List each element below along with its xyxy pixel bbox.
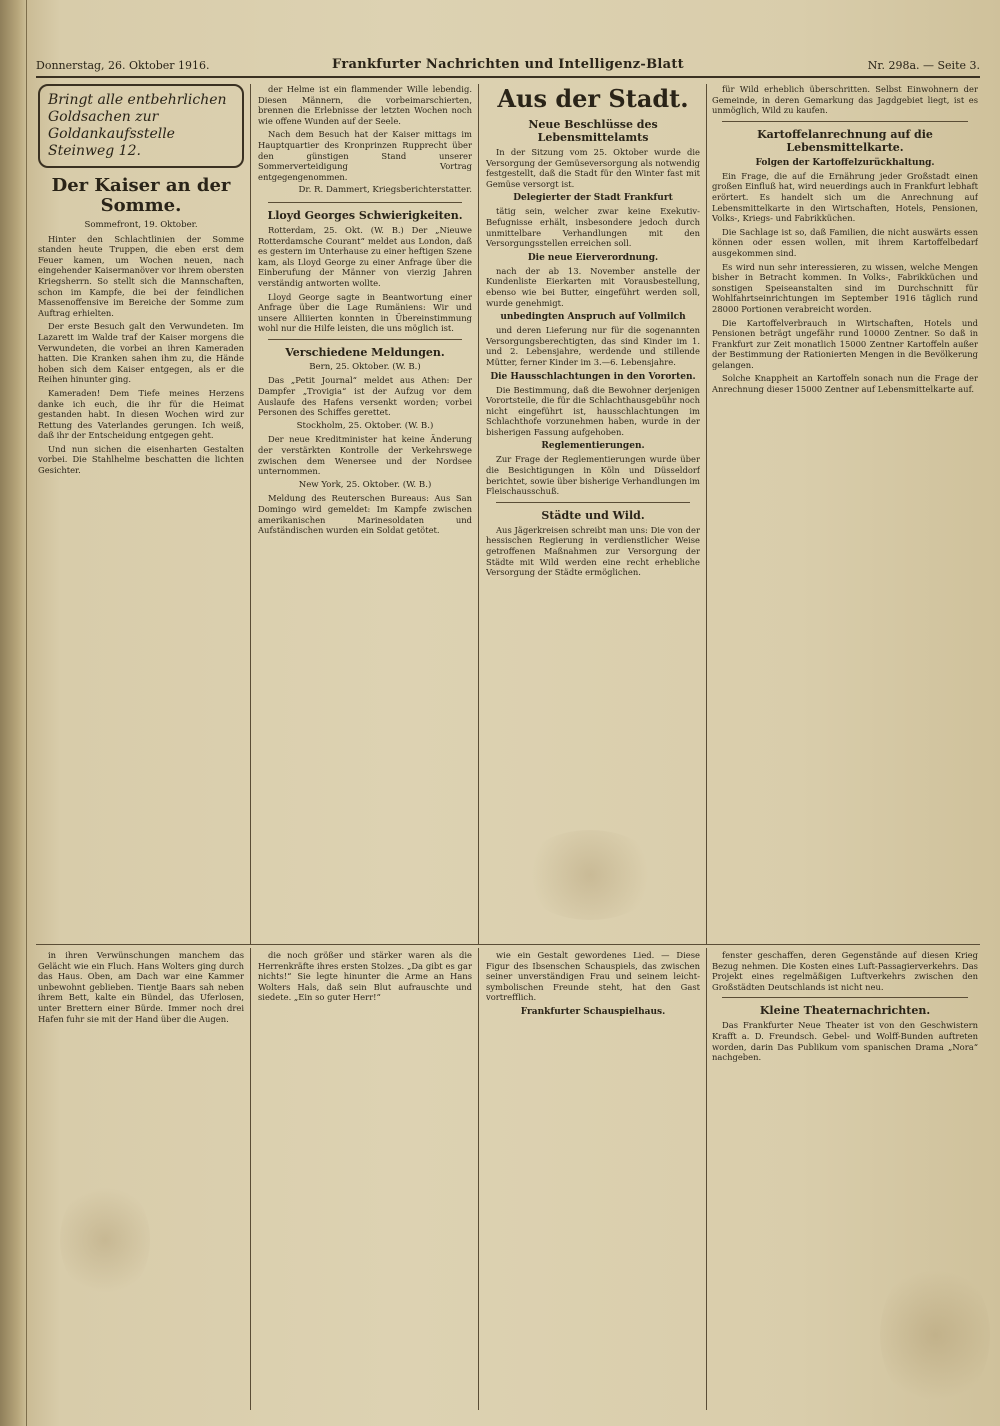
subheading: Reglementierungen.	[541, 441, 645, 452]
feuilleton-column-2	[258, 950, 472, 1410]
article-paragraph: Kameraden! Dem Tiefe meines Herzens danke ich euch, die ihr für die Heimat gestanden habt. In diesen Wochen wird zur Rettung des Vaterlandes gerungen. Ich weiß, daß ihr der Entscheidung entgegen geht.	[38, 387, 244, 441]
dateline: Sommefront, 19. Oktober.	[84, 220, 198, 230]
article-paragraph: Das Frankfurter Neue Theater ist von den Geschwistern Krafft a. D. Freundsch. Gebel- und Wolff-Bunden auftreten worden, darin Das Publikum vom spanischen Drama „Nora“ nachgeben.	[712, 1020, 978, 1063]
column-kaiser	[38, 84, 244, 940]
column-potatoes	[712, 84, 978, 940]
article-title-kartoffel: Kartoffelanrechnung auf die Lebensmittelkarte.	[757, 127, 933, 154]
article-title-kaiser: Der Kaiser an der Somme.	[51, 175, 231, 216]
column-rule	[250, 84, 251, 944]
article-subtitle: Neue Beschlüsse des Lebensmittelamts	[528, 118, 658, 144]
article-paragraph: Die Kartoffelverbrauch in Wirtschaften, Hotels und Pensionen beträgt ungefähr rund 10000 Zentner. So daß in Frankfurt zur Zeit monatlich 15000 Zentner Kartoffeln außer der Bestimmung der Rationierten Mengen in die Bevölkerung gelangen.	[712, 317, 978, 370]
article-paragraph: Zur Frage der Reglementierungen wurde über die Besichtigungen in Köln und Düsseldorf berichtet, sowie über bisherige Verhandlungen im Fleischausschuß.	[486, 454, 700, 497]
column-rule	[478, 948, 479, 1410]
column-politics	[258, 84, 472, 940]
dateline: Stockholm, 25. Oktober. (W. B.)	[296, 420, 434, 431]
theater-news-column	[712, 950, 978, 1410]
column-rule	[706, 948, 707, 1410]
article-title-theater: Kleine Theaternachrichten.	[759, 1004, 931, 1018]
dateline: Bern, 25. Oktober. (W. B.)	[309, 361, 421, 372]
article-paragraph: Das „Petit Journal“ meldet aus Athen: Der Dampfer „Trovigia“ ist der Aufzug vor dem Auslaufe des Hafens versenkt worden; vorbei Personen des Schiffes gerettet.	[258, 375, 472, 418]
article-paragraph: Der neue Kreditminister hat keine Änderung der verstärkten Kontrolle der Verkehrswege zwischen dem Wenersee und der Nordsee unternommen.	[258, 434, 472, 477]
article-title-wild: Städte und Wild.	[541, 508, 645, 522]
subheading: Die neue Eierverordnung.	[527, 252, 659, 263]
divider	[722, 121, 968, 122]
adjacent-page-fragment	[2, 60, 24, 1400]
column-city	[486, 84, 700, 940]
article-paragraph: In der Sitzung vom 25. Oktober wurde die Versorgung der Gemüseversorgung als notwendig festgestellt, daß die Stadt für den Winter fast mit Gemüse versorgt ist.	[486, 147, 700, 189]
feuilleton-column-1	[38, 950, 244, 1410]
subheading: Die Hausschlachtungen in den Vororten.	[490, 371, 696, 382]
article-title-meldungen: Verschiedene Meldungen.	[285, 345, 445, 359]
story-paragraph: wie ein Gestalt gewordenes Lied. — Diese Figur des Ibsenschen Schauspiels, das zwischen seiner unverständigen Frau und seinem leicht-symbolischen Freunde steht, hat den Gast vortrefflich.	[486, 950, 700, 1003]
column-rule	[478, 84, 479, 944]
article-paragraph: und deren Lieferung nur für die sogenannten Versorgungsberechtigten, das sind Kinder im 1. und 2. Lebensjahre, werdende und stillende Mütter, ferner Kinder im 3.—6. Lebensjahre.	[486, 325, 700, 367]
article-paragraph: Solche Knappheit an Kartoffeln sonach nun die Frage der Anrechnung dieser 15000 Zentner auf Lebensmittelkarte auf.	[712, 373, 978, 395]
article-paragraph	[258, 225, 472, 289]
article-paragraph: für Wild erheblich überschritten. Selbst Einwohnern der Gemeinde, in deren Gemarkung das Jagdgebiet liegt, ist es unmöglich, Wild zu kaufen.	[712, 84, 978, 116]
column-rule	[250, 948, 251, 1410]
article-paragraph: Es wird nun sehr interessieren, zu wissen, welche Mengen bisher in Betracht kommen. In Volks-, Fabrikküchen und sonstigen Speiseanstalten sind im Durchschnitt für Wohlfahrtseinrichtungen im September 1916 täglich rund 28000 Portionen verabreicht worden.	[712, 261, 978, 314]
article-paragraph: tätig sein, welcher zwar keine Exekutiv-Befugnisse erhält, insbesondere jedoch durch unmittelbare Verhandlungen mit den Versorgungsstellen erreichen soll.	[486, 206, 700, 249]
dateline: New York, 25. Oktober. (W. B.)	[298, 479, 432, 490]
subheading: unbedingten Anspruch auf Vollmilch	[500, 312, 686, 323]
page-header	[36, 56, 980, 78]
article-paragraph: Die Bestimmung, daß die Bewohner derjenigen Vorortsteile, die für die Schlachthausgebühr noch nicht eingeführt ist, hausschlachtungen im Schlachthofe vorzunehmen haben, wurde in der bisherigen Fassung aufgehoben.	[486, 384, 700, 437]
feuilleton-column-3	[486, 950, 700, 1410]
gold-ad-box: Bringt alle entbehrlichen Goldsachen zur Goldankaufsstelle Steinweg 12.	[38, 84, 244, 168]
story-paragraph: in ihren Verwünschungen manchem das Gelächt wie ein Fluch. Hans Wolters ging durch das Haus. Oben, am Dach war eine Kammer unbewohnt geblieben. Tientje Baars sah neben ihrem Bett, kalte ein Bündel, das Uferlosen, unter Brettern einer Bürde. Immer noch drei Hafen fuhr sie mit der Hand über die Augen.	[38, 950, 244, 1024]
adjacent-page-edge	[0, 0, 27, 1426]
article-subtitle: Folgen der Kartoffelzurückhaltung.	[755, 157, 935, 168]
newspaper-title: Frankfurter Nachrichten und Intelligenz-Blatt	[332, 57, 684, 72]
article-paragraph: Hinter den Schlachtlinien der Somme standen heute Truppen, die eben erst dem Feuer kamen, um Wochen neuen, nach eingehender Kaisermanöver vor ihrem obersten Kriegsherrn. So stellt sich die Mannschaften, schon im Kampfe, die bei der feindlichen Massenoffensive im Bereiche der Somme zum Auftrag erhielten.	[38, 233, 244, 318]
article-title-lloyd-george: Lloyd Georges Schwierigkeiten.	[267, 208, 463, 222]
section-title-city: Aus der Stadt.	[497, 84, 689, 113]
issue-date: Donnerstag, 26. Oktober 1916.	[36, 59, 210, 72]
dateline: Rotterdam, 25. Okt. (W. B.)	[268, 224, 404, 235]
divider	[496, 502, 690, 503]
column-rule	[706, 84, 707, 944]
article-paragraph: nach der ab 13. November anstelle der Kundenliste Eierkarten mit Vorausbestellung, ebenso wie bei Butter, eingeführt werden soll, wurde genehmigt.	[486, 265, 700, 308]
article-paragraph: Meldung des Reuterschen Bureaus: Aus San Domingo wird gemeldet: Im Kampfe zwischen amerikanischen Marinesoldaten und Aufständischen wurden ein Soldat getötet.	[258, 493, 472, 536]
subheading: Frankfurter Schauspielhaus.	[520, 1006, 666, 1017]
article-paragraph: Lloyd George sagte in Beantwortung einer Anfrage über die Lage Rumäniens: Wir und unsere Alliierten konnten in Übereinstimmung wohl nur die Hilfe leisten, die uns möglich ist.	[258, 291, 472, 334]
article-paragraph: Ein Frage, die auf die Ernährung jeder Großstadt einen großen Einfluß hat, wird neuerdings auch in Frankfurt lebhaft erörtert. Es handelt sich um die Anrechnung auf Lebensmittelkarte in den Wirtschaften, Hotels, Pensionen, Volks-, Kriegs- und Fabrikküchen.	[712, 170, 978, 224]
author-signature: Dr. R. Dammert, Kriegsberichterstatter.	[298, 185, 472, 196]
story-paragraph: die noch größer und stärker waren als die Herrenkräfte ihres ersten Stolzes. „Da gibt es gar nichts!“ Sie legte hinunter die Arme an Hans Wolters Hals, daß sein Blut aufrauschte und siedete. „Ein so guter Herr!“	[258, 950, 472, 1003]
divider	[722, 997, 968, 998]
article-text: Der „Nieuwe Rotterdamsche Courant“ meldet aus London, daß es gestern im Unterhause zu einer heftigen Szene kam, als Lloyd George zu einer Anfrage über die Einberufung der Männer von vierzig Jahren verständig antworten wollte.	[258, 224, 472, 288]
divider	[268, 202, 462, 203]
section-rule	[36, 944, 980, 945]
divider	[268, 339, 462, 340]
article-paragraph: der Helme ist ein flammender Wille lebendig. Diesen Männern, die vorbeimarschierten, brennen die Erlebnisse der letzten Wochen noch wie offene Wunden auf der Seele.	[258, 84, 472, 126]
article-paragraph: Nach dem Besuch hat der Kaiser mittags im Hauptquartier des Kronprinzen Rupprecht über den günstigen Stand unserer Sommerverteidigung Vortrag entgegengenommen.	[258, 129, 472, 182]
article-paragraph: Und nun sichen die eisenharten Gestalten vorbei. Die Stahlhelme beschatten die lichten Gesichter.	[38, 443, 244, 476]
article-paragraph: Der erste Besuch galt den Verwundeten. Im Lazarett im Walde traf der Kaiser morgens die Verwundeten, die vorbei an ihren Kameraden hatten. Die Kranken sahen ihm zu, die Hände hoben sich dem Kaiser entgegen, als er die Reihen hinunter ging.	[38, 321, 244, 385]
story-paragraph: fenster geschaffen, deren Gegenstände auf diesen Krieg Bezug nehmen. Die Kosten eines Luft-Passagierverkehrs. Das Projekt eines regelmäßigen Luftverkehrs zwischen den Großstädten Deutschlands ist nicht neu.	[712, 950, 978, 992]
article-paragraph: Aus Jägerkreisen schreibt man uns: Die von der hessischen Regierung in verdienstlicher Weise getroffenen Maßnahmen zur Versorgung der Städte mit Wild werden eine recht erhebliche Versorgung der Städte ermöglichen.	[486, 524, 700, 578]
article-paragraph: Die Sachlage ist so, daß Familien, die nicht auswärts essen können oder essen wollen, mit ihrem Kartoffelbedarf ausgekommen sind.	[712, 226, 978, 258]
subheading: Delegierter der Stadt Frankfurt	[513, 193, 673, 204]
issue-page-number: Nr. 298a. — Seite 3.	[867, 59, 980, 72]
